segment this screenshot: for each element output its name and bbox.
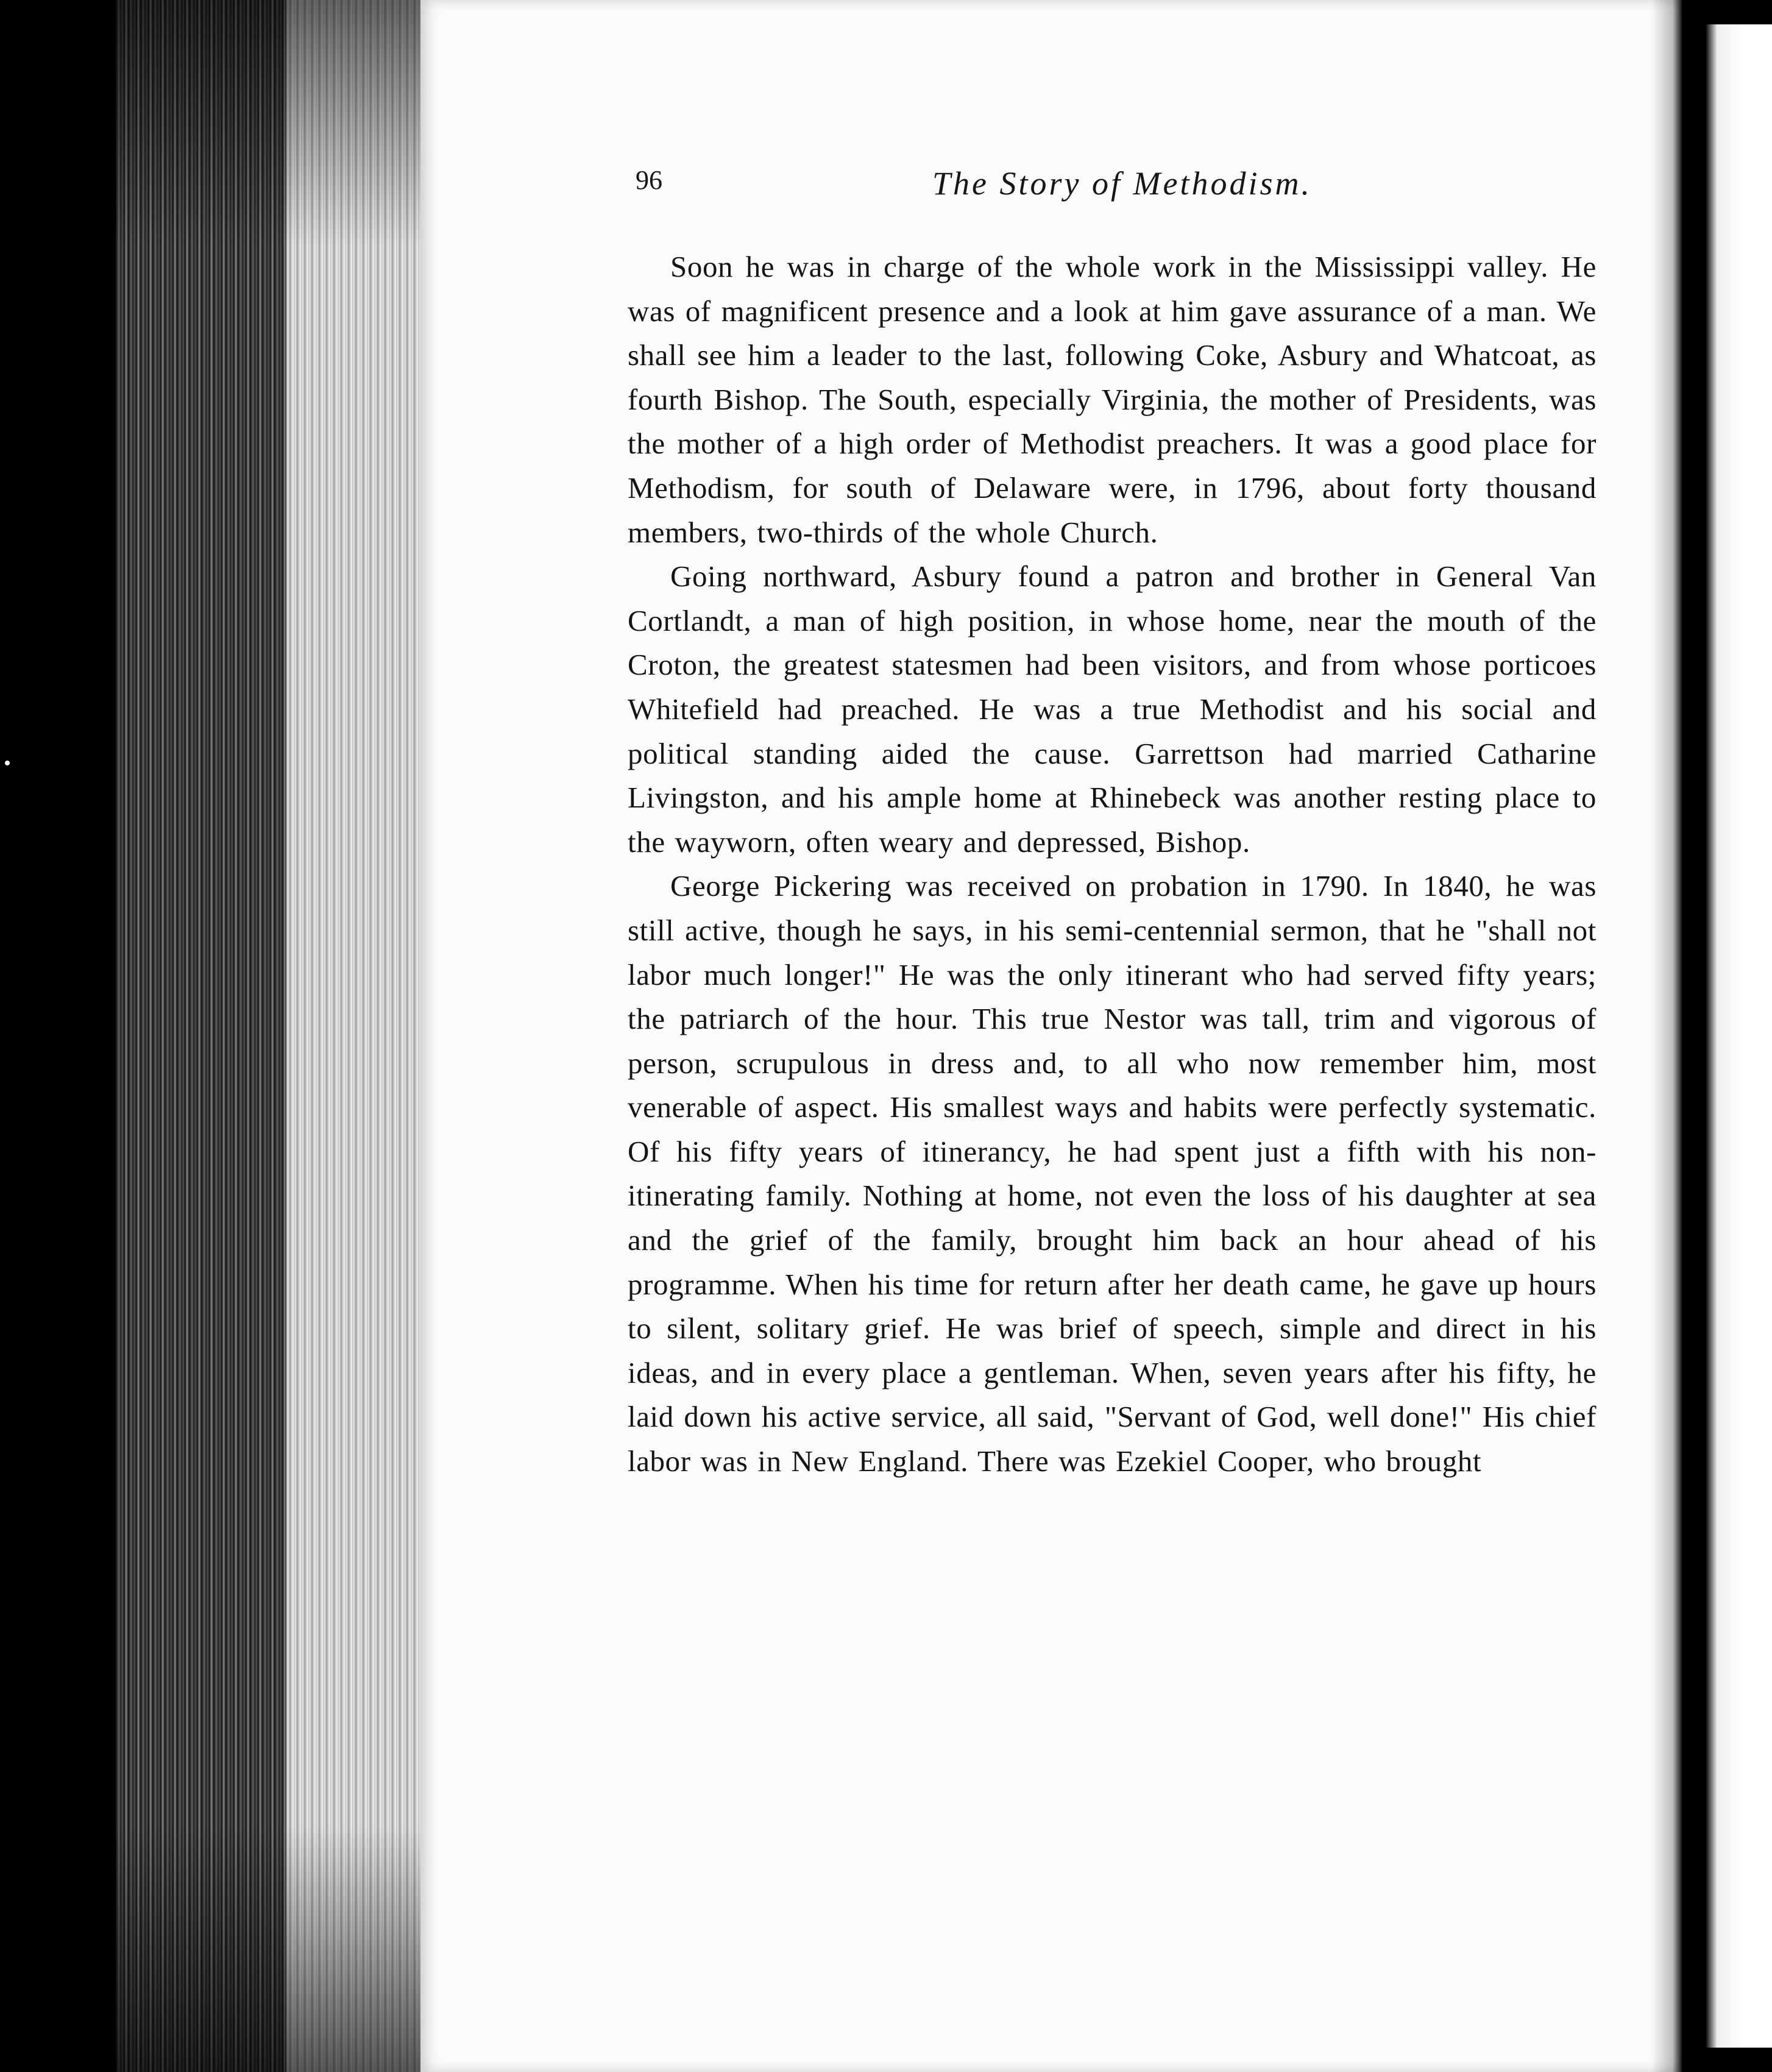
scan-speck bbox=[1088, 2022, 1091, 2025]
body-text bbox=[628, 245, 1597, 1484]
paragraph: George Pickering was received on probation in 1790. In 1840, he was still active, though he says, in his semi-centennial sermon, that he "shall not labor much longer!" He was the only itinerant who had served fifty years; the patriarch of the hour. This true Nestor was tall, trim and vigorous of person, scrupulous in dress and, to all who now remember him, most venerable of aspect. His smallest ways and habits were perfectly systematic. Of his fifty years of itinerancy, he had spent just a fifth with his non-itinerating family. Nothing at home, not even the loss of his daughter at sea and the grief of the family, brought him back an hour ahead of his programme. When his time for return after her death came, he gave up hours to silent, solitary grief. He was brief of speech, simple and direct in his ideas, and in every place a gentleman. When, seven years after his fifty, he laid down his active service, all said, "Servant of God, well done!" His chief labor was in New England. There was Ezekiel Cooper, who brought bbox=[628, 869, 1597, 1478]
running-head bbox=[636, 165, 1598, 207]
book-page-edges-shadow bbox=[116, 0, 420, 2072]
paragraph: Going northward, Asbury found a patron and brother in General Van Cortlandt, a man of high position, in whose home, near the mouth of the Croton, the greatest statesmen had been visitors, and from whose porticoes Whitefield had preached. He was a true Methodist and his social and political standing aided the cause. Garrettson had married Catharine Livingston, and his ample home at Rhinebeck was another resting place to the wayworn, often weary and depressed, Bishop. bbox=[628, 559, 1597, 859]
scan-speck bbox=[5, 761, 10, 765]
scan-speck bbox=[1092, 2035, 1094, 2038]
page-gutter-shadow bbox=[1651, 0, 1682, 2072]
paragraph: Soon he was in charge of the whole work in the Mississippi valley. He was of magnificent presence and a look at him gave assurance of a man. We shall see him a leader to the last, following Coke, Asbury and Whatcoat, as fourth Bishop. The South, especially Virginia, the mother of Presidents, was the mother of a high order of Methodist preachers. It was a good place for Methodism, for south of Delaware were, in 1796, about forty thousand members, two-thirds of the whole Church. bbox=[628, 250, 1597, 549]
next-page-sliver bbox=[1706, 24, 1772, 2048]
page-number: 96 bbox=[636, 165, 662, 195]
running-title: The Story of Methodism. bbox=[932, 165, 1312, 202]
